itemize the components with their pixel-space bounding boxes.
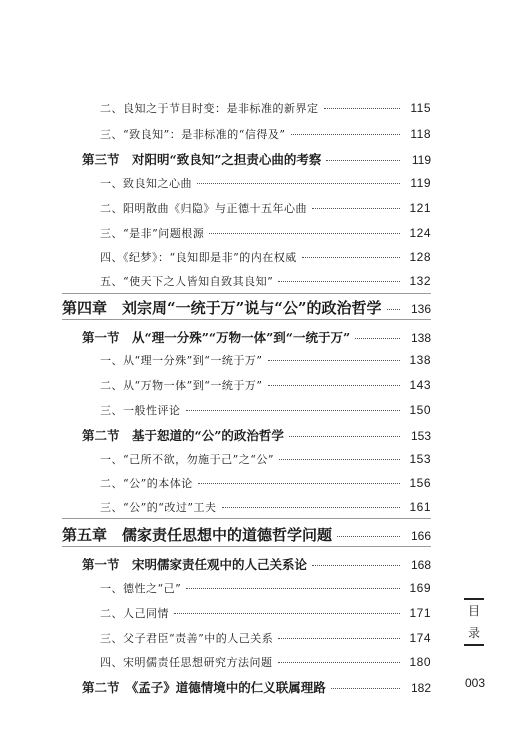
toc-section xyxy=(82,426,431,444)
toc-entry-page: 150 xyxy=(409,403,431,417)
toc-section xyxy=(82,555,431,573)
toc-entry xyxy=(100,126,431,142)
side-running-head xyxy=(461,598,487,646)
toc-entry xyxy=(100,377,431,393)
toc-entry-title: 三、“是非”问题根源 xyxy=(100,227,205,240)
toc-entry-title: 二、从“万物一体”到“一统于万” xyxy=(100,379,263,392)
toc-entry-page: 115 xyxy=(410,101,431,115)
toc-entry xyxy=(100,475,431,491)
dot-leader xyxy=(279,459,400,460)
toc-section-title: 第二节 基于恕道的“公”的政治哲学 xyxy=(82,428,284,443)
toc-chapter-page: 166 xyxy=(410,529,431,543)
chapter-divider xyxy=(62,518,431,519)
side-label-char: 目 xyxy=(467,604,480,618)
dot-leader xyxy=(289,436,400,437)
side-bar-bottom xyxy=(464,644,484,646)
toc-section-title: 第三节 对阳明“致良知”之担责心曲的考察 xyxy=(82,152,322,167)
dot-leader xyxy=(186,410,401,411)
toc-entry-title: 四、《纪梦》：“良知即是非”的内在权威 xyxy=(100,251,297,264)
dot-leader xyxy=(278,638,400,639)
toc-entry xyxy=(100,402,431,418)
dot-leader xyxy=(278,662,401,663)
toc-section-page: 182 xyxy=(410,681,431,695)
dot-leader xyxy=(278,281,400,282)
toc-chapter-page: 136 xyxy=(410,302,431,316)
toc-entry xyxy=(100,605,431,621)
chapter-divider xyxy=(62,293,431,294)
toc-entry-page: 118 xyxy=(410,127,431,141)
toc-entry xyxy=(100,451,431,467)
toc-entry xyxy=(100,225,431,241)
toc-entry-title: 三、“公”的“改过”工夫 xyxy=(100,501,217,514)
toc-section-title: 第二节 《孟子》道德情境中的仁义联属理路 xyxy=(82,680,326,695)
toc-entry xyxy=(100,200,431,216)
toc-entry-page: 119 xyxy=(410,176,431,190)
toc-entry-title: 三、“致良知”：是非标准的“信得及” xyxy=(100,128,286,141)
toc-entry-page: 138 xyxy=(409,353,431,367)
toc-entry xyxy=(100,352,431,368)
page-number: 003 xyxy=(464,676,486,690)
toc-entry-title: 五、“使天下之人皆知自致其良知” xyxy=(100,275,274,288)
dot-leader xyxy=(331,688,400,689)
dot-leader xyxy=(337,536,400,537)
toc-entry-page: 124 xyxy=(409,226,431,240)
toc-entry-title: 二、良知之于节目时变：是非标准的新界定 xyxy=(100,102,319,115)
toc-entry-page: 143 xyxy=(409,378,431,392)
toc-chapter-title: 第四章 刘宗周“一统于万”说与“公”的政治哲学 xyxy=(62,299,382,317)
toc-entry-title: 一、从“理一分殊”到“一统于万” xyxy=(100,354,263,367)
toc-section-page: 168 xyxy=(410,558,431,572)
dot-leader xyxy=(312,208,400,209)
toc-section xyxy=(82,678,431,696)
toc-entry-page: 171 xyxy=(409,606,431,620)
toc-entry-title: 三、父子君臣“责善”中的人己关系 xyxy=(100,632,274,645)
toc-entry-page: 121 xyxy=(409,201,431,215)
dot-leader xyxy=(312,565,400,566)
dot-leader xyxy=(174,613,400,614)
dot-leader xyxy=(324,108,401,109)
toc-entry-page: 174 xyxy=(409,631,431,645)
toc-entry-title: 一、致良知之心曲 xyxy=(100,177,192,190)
dot-leader xyxy=(355,338,400,339)
toc-section-title: 第一节 宋明儒家责任观中的人己关系论 xyxy=(82,557,308,572)
toc-entry-title: 二、人己同情 xyxy=(100,607,169,620)
toc-entry-page: 161 xyxy=(409,500,431,514)
toc-entry xyxy=(100,273,431,289)
toc-entry-title: 一、“己所不欲，勿施于己”之“公” xyxy=(100,453,274,466)
toc-entry xyxy=(100,654,431,670)
dot-leader xyxy=(302,257,400,258)
toc-chapter xyxy=(62,297,431,318)
dot-leader xyxy=(268,385,401,386)
chapter-divider xyxy=(62,546,431,547)
toc-entry-page: 156 xyxy=(409,476,431,490)
toc-section-page: 153 xyxy=(410,429,431,443)
dot-leader xyxy=(209,233,400,234)
toc-entry-title: 三、一般性评论 xyxy=(100,404,181,417)
toc-section xyxy=(82,328,431,346)
toc-entry-page: 180 xyxy=(409,655,431,669)
toc-entry xyxy=(100,499,431,515)
toc-section-page: 138 xyxy=(410,331,431,345)
toc-section xyxy=(82,150,431,168)
toc-entry-title: 二、“公”的本体论 xyxy=(100,477,193,490)
dot-leader xyxy=(387,309,400,310)
toc-entry xyxy=(100,580,431,596)
toc-section-title: 第一节 从“理一分殊”“万物一体”到“一统于万” xyxy=(82,330,351,345)
dot-leader xyxy=(197,183,400,184)
dot-leader xyxy=(291,134,401,135)
toc-entry-page: 153 xyxy=(409,452,431,466)
toc-entry-title: 一、德性之“己” xyxy=(100,582,182,595)
toc-entry xyxy=(100,630,431,646)
toc-entry xyxy=(100,100,431,116)
toc-entry xyxy=(100,175,431,191)
side-label-char: 录 xyxy=(467,626,480,640)
dot-leader xyxy=(198,483,400,484)
toc-chapter xyxy=(62,524,431,545)
toc-section-page: 119 xyxy=(411,153,431,167)
toc-entry-page: 169 xyxy=(409,581,431,595)
chapter-divider xyxy=(62,319,431,320)
toc-entry-title: 二、阳明散曲《归隐》与正德十五年心曲 xyxy=(100,202,307,215)
dot-leader xyxy=(222,507,401,508)
toc-entry xyxy=(100,249,431,265)
toc-chapter-title: 第五章 儒家责任思想中的道德哲学问题 xyxy=(62,526,333,544)
dot-leader xyxy=(186,588,400,589)
toc-entry-page: 128 xyxy=(409,250,431,264)
toc-entry-title: 四、宋明儒责任思想研究方法问题 xyxy=(100,656,273,669)
dot-leader xyxy=(326,160,400,161)
toc-entry-page: 132 xyxy=(409,274,431,288)
dot-leader xyxy=(268,360,401,361)
